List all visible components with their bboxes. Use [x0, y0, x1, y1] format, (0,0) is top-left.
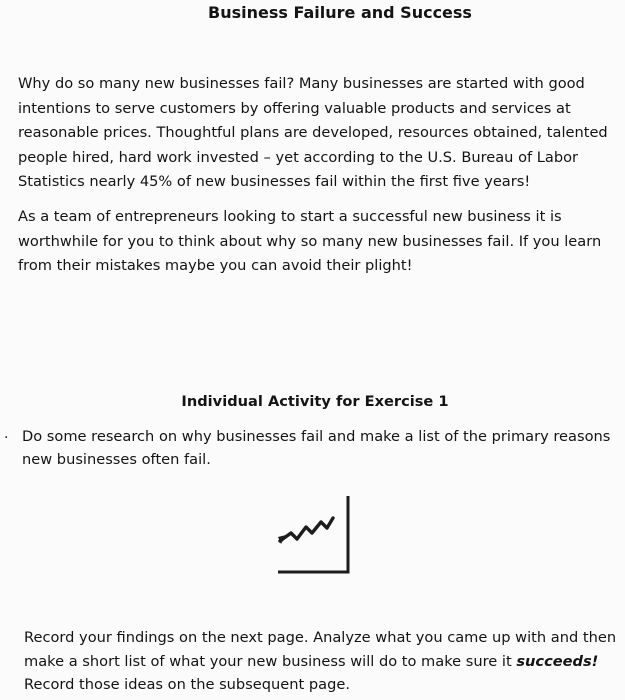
trend-chart-icon: [275, 494, 353, 576]
closing-text-1: Record your findings on the next page. Analyze what you came up with and then make a short list of what your new business will do to make sure it: [24, 629, 617, 670]
activity-heading: Individual Activity for Exercise 1: [181, 393, 449, 410]
page-title: Business Failure and Success: [208, 3, 472, 22]
intro-paragraph: Why do so many new businesses fail? Many businesses are started with good intentions to serve customers by offering valuable products and services at reasonable prices. Thoughtful plans are developed, resources obtained, talented people hired, hard work invested – yet according to the U.S. Bureau of Labor Statistics nearly 45% of new businesses fail within the first five years!: [18, 75, 608, 190]
activity-instructions: Do some research on why businesses fail and make a list of the primary reasons new businesses often fail.: [22, 428, 611, 468]
closing-paragraph: [24, 626, 620, 697]
entrepreneur-paragraph: As a team of entrepreneurs looking to start a successful new business it is worthwhile for you to think about why so many new businesses fail. If you learn from their mistakes maybe you can avoid their plight!: [18, 208, 602, 274]
bullet-marker: .: [4, 426, 9, 442]
succeeds-emphasis: succeeds!: [516, 652, 599, 670]
closing-text-2: Record those ideas on the subsequent page.: [24, 676, 350, 693]
